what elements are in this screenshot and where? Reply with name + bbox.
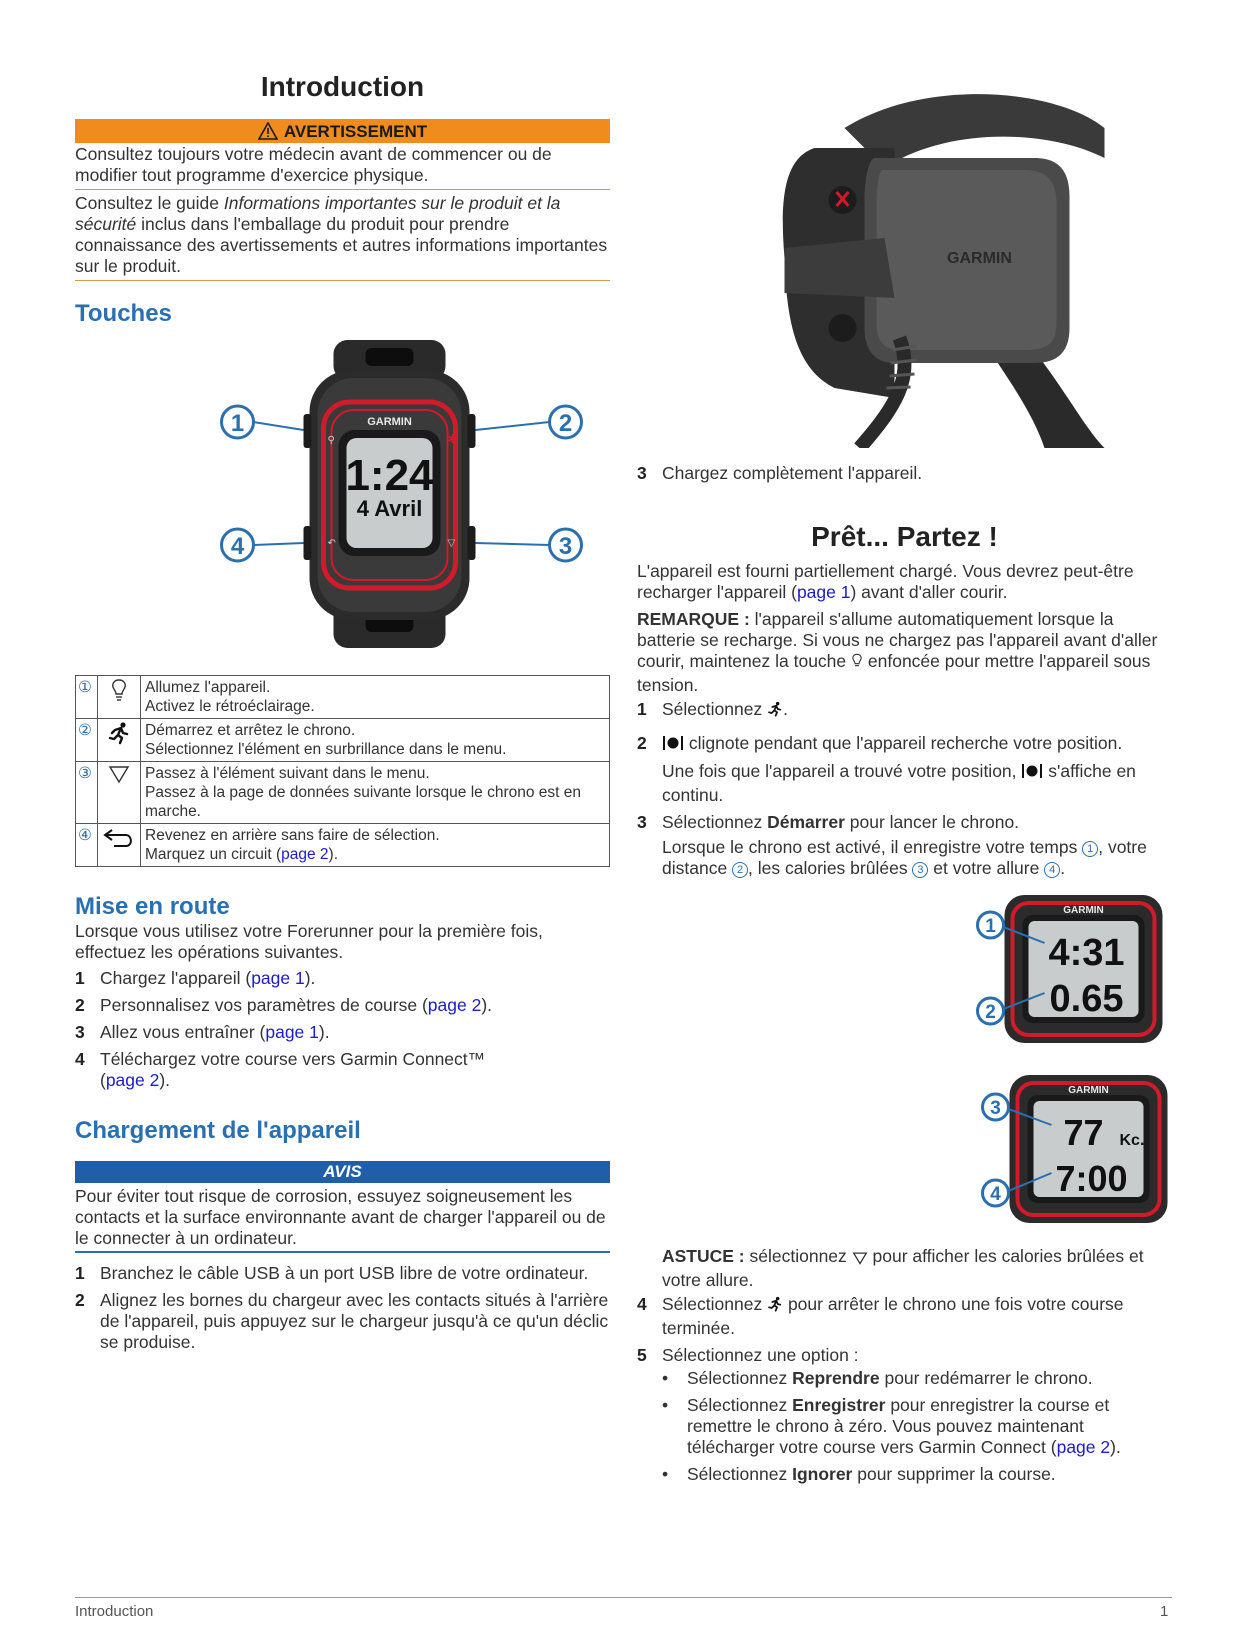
row-description <box>141 762 610 824</box>
step-text <box>100 995 610 1016</box>
list-item <box>75 1022 610 1043</box>
watch-screen-calories-pace <box>807 1073 1246 1225</box>
bullet: • <box>662 1395 669 1415</box>
callout-4 <box>222 529 304 561</box>
pret-intro <box>637 561 1172 603</box>
list-item <box>75 995 610 1016</box>
list-item <box>637 812 1172 833</box>
note-label: REMARQUE : <box>637 609 750 629</box>
keys-row <box>76 676 610 719</box>
option-text-post: pour supprimer la course. <box>852 1464 1056 1484</box>
section-heading-touches: Touches <box>75 300 172 327</box>
runner-icon <box>767 1295 783 1318</box>
list-item <box>75 1263 610 1284</box>
page-link[interactable]: page 1 <box>265 1022 319 1042</box>
step-text-body: Sélectionnez <box>662 1294 768 1314</box>
row-line: Sélectionnez l'élément en surbrillance dans le menu. <box>145 741 507 758</box>
row-description <box>141 719 610 762</box>
screen-brand: GARMIN <box>1063 905 1104 916</box>
down-triangle-icon <box>852 1249 868 1270</box>
row-line: Passez à la page de données suivante lorsque le chrono est en marche. <box>145 784 582 820</box>
warning-text-2 <box>75 193 610 281</box>
footer-divider <box>75 1597 1172 1598</box>
row-number: ① <box>76 676 98 719</box>
menu-option-ignorer: Ignorer <box>792 1464 853 1484</box>
pret-intro-text: L'appareil est fourni partiellement chargé. Vous devrez peut-être recharger l'appareil ( <box>637 561 1134 602</box>
watch-illustration <box>130 340 665 650</box>
step-text-tail: ). <box>481 995 493 1015</box>
down-triangle-icon <box>98 762 141 824</box>
page-link[interactable]: page 2 <box>427 995 482 1015</box>
page-link[interactable]: page 2 <box>1056 1437 1111 1457</box>
step-text-body: Sélectionnez <box>662 812 768 832</box>
option-text-post: pour enregistrer la course et remettre le chrono à zéro. Vous pouvez maintenant télécharger votre course vers Garmin Connect ( <box>687 1395 1110 1457</box>
step-number: 1 <box>75 968 85 988</box>
footer-section-name: Introduction <box>75 1603 154 1620</box>
svg-text:4: 4 <box>990 1184 1001 1205</box>
screen-time: 4:31 <box>1048 932 1125 974</box>
step-number: 1 <box>75 1263 85 1283</box>
step-text <box>100 1022 610 1043</box>
step-text-body: Sélectionnez <box>662 699 768 719</box>
svg-text:3: 3 <box>990 1098 1001 1119</box>
warning-triangle-icon <box>258 122 278 140</box>
charger-illustration <box>657 88 1192 448</box>
light-bulb-icon <box>98 676 141 719</box>
svg-text:⚲: ⚲ <box>327 435 335 446</box>
step-number: 4 <box>75 1049 85 1069</box>
row-line: Allumez l'appareil. <box>145 679 271 696</box>
option-text <box>687 1368 1172 1389</box>
step-number: 3 <box>637 812 647 832</box>
option-text-pre: Sélectionnez <box>687 1395 793 1415</box>
step-text-tail: ). <box>318 1022 330 1042</box>
svg-text:✱: ✱ <box>447 432 458 446</box>
row-line-tail: ). <box>328 846 338 863</box>
section-heading-mise-en-route: Mise en route <box>75 893 230 920</box>
watch-screen-time-distance <box>802 893 1246 1045</box>
list-item <box>637 463 1172 484</box>
step-text-body: clignote pendant que l'appareil recherche votre position. <box>684 733 1123 753</box>
charger-brand: GARMIN <box>947 250 1012 267</box>
option-text-pre: Sélectionnez <box>687 1464 793 1484</box>
svg-text:3: 3 <box>558 533 573 560</box>
warning-text-2-pre: Consultez le guide <box>75 193 224 213</box>
runner-icon <box>98 719 141 762</box>
list-item <box>662 1368 1172 1389</box>
keys-table <box>75 675 610 867</box>
screen-calories-unit: Kc. <box>1119 1132 1145 1149</box>
step-text-tail: pour lancer le chrono. <box>844 812 1020 832</box>
option-list <box>662 1368 1172 1491</box>
page-link[interactable]: page 1 <box>796 582 851 602</box>
row-line: Revenez en arrière sans faire de sélection. <box>145 827 440 844</box>
callout-2 <box>476 406 582 438</box>
row-line: Passez à l'élément suivant dans le menu. <box>145 765 430 782</box>
step-number: 2 <box>637 733 647 753</box>
warning-bar <box>75 119 610 143</box>
option-text <box>687 1464 1172 1485</box>
section-title-pret: Prêt... Partez ! <box>811 521 998 552</box>
list-item <box>75 1290 610 1353</box>
callout-1 <box>222 406 304 438</box>
tip-text: sélectionnez <box>744 1246 852 1266</box>
pret-note <box>637 609 1172 696</box>
mise-en-route-steps <box>75 968 610 1097</box>
warning-text-2-post: inclus dans l'emballage du produit pour prendre connaissance des avertissements et autres informations importantes sur le produit. <box>75 214 608 276</box>
gps-icon <box>662 734 684 757</box>
list-item <box>637 1294 1172 1339</box>
watch-time: 1:24 <box>345 451 434 500</box>
row-description <box>141 824 610 867</box>
watch-date: 4 Avril <box>356 496 423 521</box>
step-text-body: Allez vous entraîner ( <box>100 1022 266 1042</box>
list-item <box>637 761 1172 806</box>
menu-option-demarrer: Démarrer <box>767 812 845 832</box>
step-text <box>662 1294 1172 1339</box>
svg-text:↶: ↶ <box>327 538 336 549</box>
step-text <box>100 968 610 989</box>
keys-row <box>76 824 610 867</box>
note-text-tail: enfoncée pour mettre l'appareil sous tension. <box>637 651 1151 695</box>
callout-ref-1: 1 <box>1082 841 1098 857</box>
section-heading-chargement: Chargement de l'appareil <box>75 1117 361 1144</box>
gps-icon <box>1021 762 1043 785</box>
warning-text-1: Consultez toujours votre médecin avant de commencer ou de modifier tout programme d'exercice physique. <box>75 144 610 190</box>
step-text-body: Chargez l'appareil ( <box>100 968 252 988</box>
step-text <box>662 761 1172 806</box>
pret-tip <box>662 1246 1172 1291</box>
bullet: • <box>662 1368 669 1388</box>
svg-text:▽: ▽ <box>447 538 456 549</box>
chargement-steps-continued <box>637 463 1172 490</box>
screen-distance: 0.65 <box>1049 978 1124 1020</box>
page-link[interactable]: page 2 <box>281 846 329 863</box>
callout-ref-2: 2 <box>732 862 748 878</box>
svg-text:2: 2 <box>558 410 573 437</box>
step-number: 3 <box>75 1022 85 1042</box>
step-number: 3 <box>637 463 647 483</box>
list-item <box>75 1049 515 1091</box>
svg-text:2: 2 <box>985 1002 996 1023</box>
option-text-post: pour redémarrer le chrono. <box>879 1368 1093 1388</box>
step-text: Chargez complètement l'appareil. <box>662 463 923 483</box>
mise-en-route-intro: Lorsque vous utilisez votre Forerunner pour la première fois, effectuez les opérations suivantes. <box>75 921 543 962</box>
step-number: 2 <box>75 995 85 1015</box>
step-text-tail: ). <box>304 968 316 988</box>
list-item <box>637 733 1172 757</box>
step-number: 1 <box>637 699 647 719</box>
step-text: Sélectionnez . <box>662 699 1172 723</box>
chargement-steps <box>75 1263 610 1359</box>
callout-ref-3: 3 <box>912 862 928 878</box>
step-text-body: Lorsque le chrono est activé, il enregistre votre temps <box>662 837 1083 857</box>
page-link[interactable]: page 2 <box>105 1070 160 1090</box>
option-text-tail: ). <box>1110 1437 1121 1457</box>
avis-text: Pour éviter tout risque de corrosion, essuyez soigneusement les contacts et la surface environnante avant de charger l'appareil ou de le connecter à un ordinateur. <box>75 1186 610 1253</box>
pret-steps <box>637 699 1172 885</box>
step-text <box>662 733 1172 757</box>
svg-text:1: 1 <box>985 916 996 937</box>
page-link[interactable]: page 1 <box>251 968 305 988</box>
warning-label: AVERTISSEMENT <box>283 121 428 141</box>
step-text-body: Personnalisez vos paramètres de course ( <box>100 995 428 1015</box>
svg-text:4: 4 <box>230 533 245 560</box>
watch-brand: GARMIN <box>367 416 412 428</box>
step-text <box>662 812 1172 833</box>
warning-doc-title: Informations importantes sur le produit et la sécurité <box>75 193 561 234</box>
row-line: Démarrez et arrêtez le chrono. <box>145 722 356 739</box>
row-description <box>141 676 610 719</box>
runner-icon <box>767 700 783 723</box>
screen-brand: GARMIN <box>1068 1085 1109 1096</box>
note-text: l'appareil s'allume automatiquement lorsque la batterie se recharge. Si vous ne chargez pas l'appareil avant d'aller courir, maintenez la touche <box>637 609 1158 671</box>
step-text-tail: . <box>1060 858 1066 878</box>
list-item <box>637 1345 1172 1366</box>
list-item <box>637 837 1172 879</box>
step-text: Sélectionnez une option : <box>662 1345 859 1365</box>
step-number: 2 <box>75 1290 85 1310</box>
list-item <box>662 1395 1172 1458</box>
list-item <box>637 699 1172 723</box>
step-text-body: et votre allure <box>928 858 1045 878</box>
page-title: Introduction <box>260 71 425 102</box>
row-number: ③ <box>76 762 98 824</box>
bullet: • <box>662 1464 669 1484</box>
row-line-text: Marquez un circuit ( <box>145 846 282 863</box>
step-number: 4 <box>637 1294 647 1314</box>
menu-option-enregistrer: Enregistrer <box>792 1395 886 1415</box>
keys-row <box>76 762 610 824</box>
step-text-body: , les calories brûlées <box>748 858 913 878</box>
step-text-body: , votre distance <box>662 837 1147 878</box>
callout-3 <box>476 529 582 561</box>
light-bulb-icon <box>851 652 863 675</box>
option-text-pre: Sélectionnez <box>687 1368 793 1388</box>
tip-text-tail: pour afficher les calories brûlées et votre allure. <box>662 1246 1144 1290</box>
step-text <box>662 837 1172 879</box>
step-text-tail: s'affiche en continu. <box>662 761 1136 805</box>
list-item <box>662 1464 1172 1485</box>
back-arrow-icon <box>98 824 141 867</box>
row-line <box>145 845 605 864</box>
step-text-tail: pour arrêter le chrono une fois votre course terminée. <box>662 1294 1124 1338</box>
step-number: 5 <box>637 1345 647 1365</box>
tip-label: ASTUCE : <box>662 1246 745 1266</box>
screen-calories: 77 <box>1063 1112 1104 1153</box>
menu-option-reprendre: Reprendre <box>792 1368 880 1388</box>
step-text-body: Une fois que l'appareil a trouvé votre position, <box>662 761 1022 781</box>
step-text-tail: ). <box>159 1070 171 1090</box>
row-number: ④ <box>76 824 98 867</box>
list-item <box>75 968 610 989</box>
screen-pace: 7:00 <box>1055 1158 1128 1199</box>
step-text: Branchez le câble USB à un port USB libre de votre ordinateur. <box>100 1263 589 1283</box>
step-text: Alignez les bornes du chargeur avec les contacts situés à l'arrière de l'appareil, puis appuyez sur le chargeur jusqu'à ce qu'un déclic se produise. <box>100 1290 609 1352</box>
step-text <box>100 1049 515 1091</box>
pret-steps-continued <box>637 1294 1172 1372</box>
avis-bar: AVIS <box>75 1161 610 1183</box>
callout-ref-4: 4 <box>1044 862 1060 878</box>
row-line: Activez le rétroéclairage. <box>145 698 315 715</box>
step-text-body: Téléchargez votre course vers Garmin Connect™ ( <box>100 1049 486 1090</box>
option-text <box>687 1395 1172 1458</box>
row-number: ② <box>76 719 98 762</box>
svg-text:1: 1 <box>230 410 245 437</box>
footer-page-number: 1 <box>1160 1603 1169 1620</box>
pret-intro-tail: ) avant d'aller courir. <box>850 582 1008 602</box>
keys-row <box>76 719 610 762</box>
